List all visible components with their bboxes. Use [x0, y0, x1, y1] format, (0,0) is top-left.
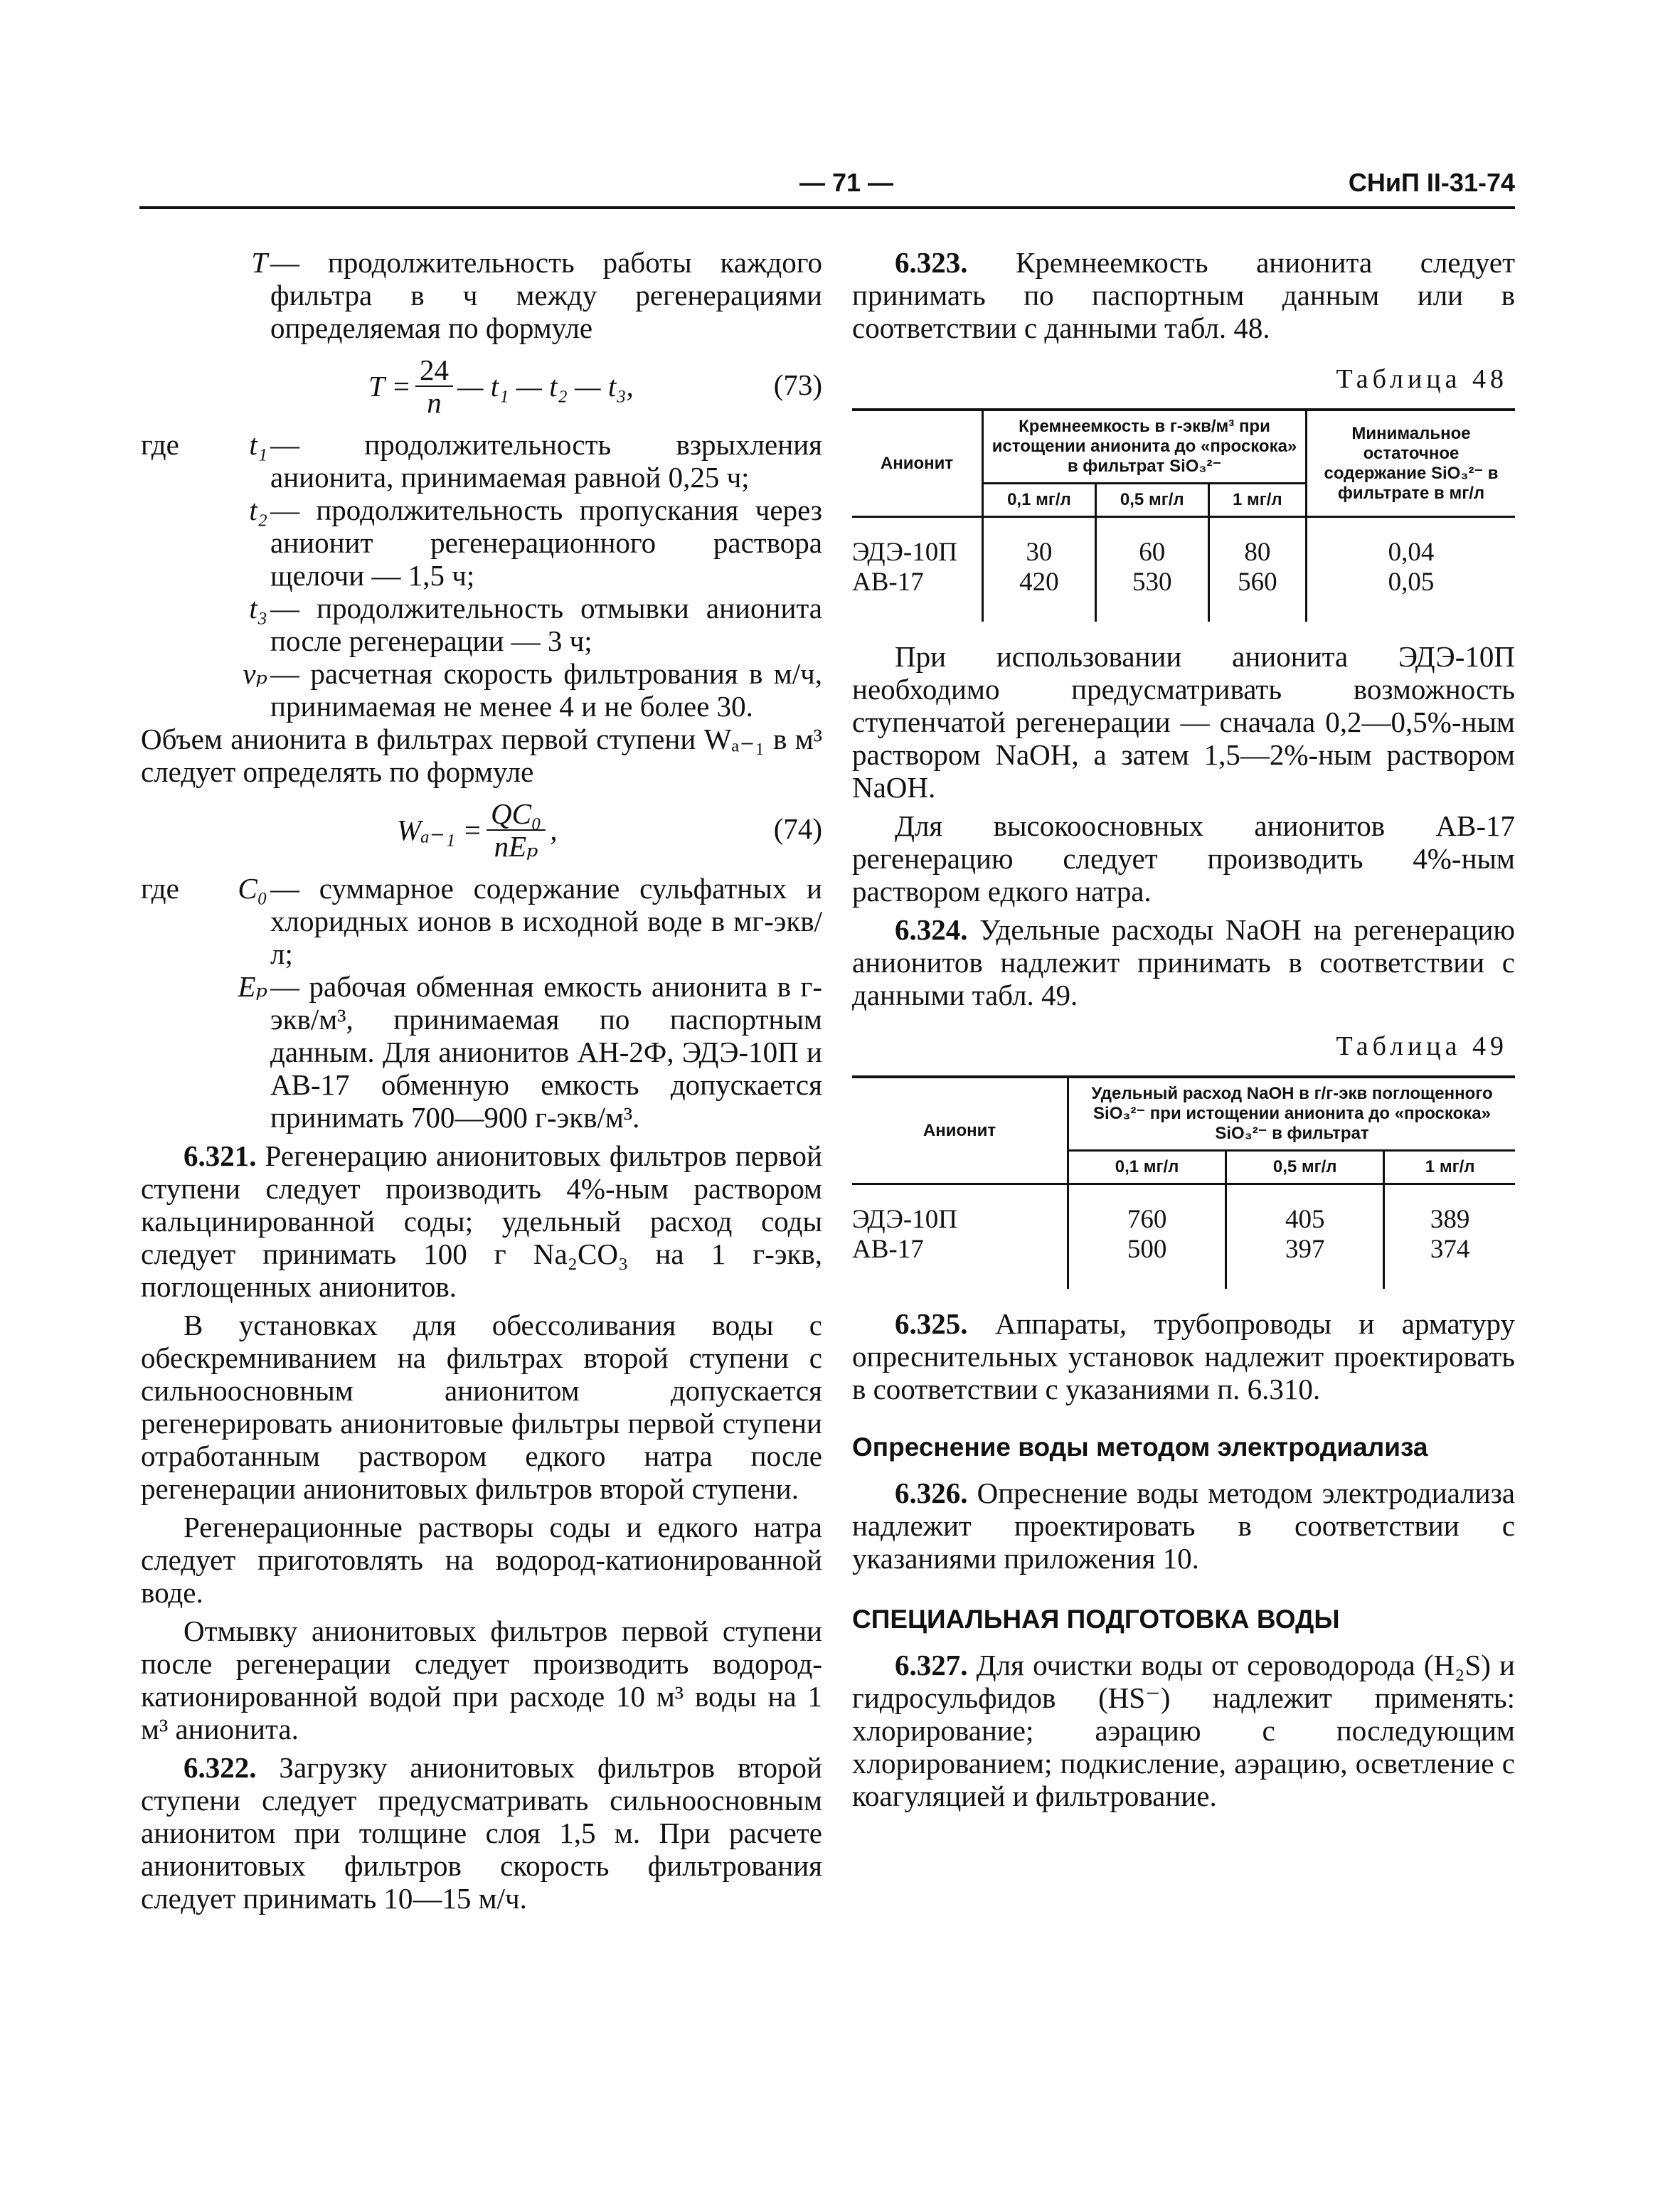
table-cell-name: ЭДЭ-10П: [852, 1184, 1068, 1235]
definition-item: [141, 592, 822, 657]
formula-rest: ,: [550, 814, 558, 846]
table-subheader: 1 мг/л: [1384, 1151, 1515, 1184]
table-row: [852, 1235, 1515, 1289]
table-cell-name: АВ-17: [852, 1235, 924, 1264]
definition-text: — продолжительность отмывки анионита после регенерации — 3 ч;: [270, 592, 822, 657]
clause-number: 6.326.: [895, 1477, 968, 1509]
definition-symbol: t₁: [249, 428, 267, 461]
definition-symbol: T: [251, 246, 267, 279]
definition-t: [141, 246, 822, 344]
document-code: СНиП II-31-74: [1348, 168, 1515, 197]
table-cell-name: ЭДЭ-10П: [852, 517, 983, 568]
table-subheader: 0,5 мг/л: [1226, 1151, 1384, 1184]
formula-73: [141, 347, 822, 425]
table-48: [852, 408, 1515, 622]
left-column: [141, 246, 822, 1915]
clause-text: Загрузку анионитовых фильтров второй ступени следует предусматривать сильноосновным анионитом при толщине слоя 1,5 м. При расчете анионитовых фильтров скорость фильтрования следует принимать 10—15 м/ч.: [141, 1751, 822, 1915]
clause-number: 6.323.: [895, 246, 968, 279]
table-header-anionit: Анионит: [852, 410, 983, 517]
clause-text: Удельные расходы NaOH на регенерацию анионитов надлежит принимать в соответствии с данными табл. 49.: [852, 913, 1516, 1011]
formula-fraction: [415, 354, 453, 418]
definition-item: [141, 494, 822, 592]
header-rule: [139, 206, 1515, 209]
definition-text: — продолжительность взрыхления анионита, принимаемая равной 0,25 ч;: [270, 428, 822, 494]
table-cell: 389: [1384, 1184, 1515, 1235]
table-cell: 405: [1226, 1184, 1384, 1235]
definition-item: [141, 970, 822, 1134]
paragraph-rinse: Отмывку анионитовых фильтров первой ступени после регенерации следует производить водород-катионированной водой при расходе 10 м³ воды на 1 м³ анионита.: [141, 1615, 822, 1745]
paragraph-6-324: [852, 913, 1515, 1011]
table-cell: 0,04: [1307, 517, 1516, 568]
table-cell: 397: [1226, 1235, 1384, 1289]
formula-number: (74): [773, 812, 822, 845]
paragraph-edz: При использовании анионита ЭДЭ-10П необходимо предусматривать возможность ступенчатой регенерации — сначала 0,2—0,5%-ным раствором NaOH, а затем 1,5—2%-ным раствором NaOH.: [852, 640, 1515, 804]
paragraph-6-321: [141, 1139, 822, 1303]
definition-text: — расчетная скорость фильтрования в м/ч, принимаемая не менее 4 и не более 30.: [270, 657, 822, 723]
definition-symbol: t₂: [249, 494, 267, 526]
clause-text: Аппараты, трубопроводы и арматуру опреснительных установок надлежит проектировать в соответствии с указаниями п. 6.310.: [852, 1307, 1516, 1405]
formula-number: (73): [773, 368, 822, 401]
clause-number: 6.322.: [184, 1751, 257, 1784]
clause-number: 6.327.: [895, 1649, 968, 1681]
table-49-caption: Таблица 49: [1336, 1031, 1508, 1061]
definition-lead: [141, 592, 199, 657]
definition-lead: [141, 494, 199, 592]
paragraph-volume: Объем анионита в фильтрах первой ступени Wₐ₋₁ в м³ следует определять по формуле: [141, 723, 822, 788]
definition-symbol: Eₚ: [238, 970, 267, 1003]
definition-text: — рабочая обменная емкость анионита в г-экв/м³, принимаемая по паспортным данным. Для анионитов АН-2Ф, ЭДЭ-10П и АВ-17 обменную емкость допускается принимать 700—900 г-экв/м³.: [270, 970, 822, 1134]
paragraph-6-327: [852, 1649, 1515, 1812]
table-header-usage: Удельный расход NaOH в г/г-экв поглощенного SiO₃²⁻ при истощении анионита до «проскока» SiO₃²⁻ в фильтрат: [1068, 1077, 1516, 1151]
fraction-numerator: QC₀: [487, 798, 546, 831]
paragraph-6-326: [852, 1477, 1515, 1575]
table-49: [852, 1075, 1515, 1289]
table-cell: 560: [1208, 568, 1306, 622]
clause-text: Опреснение воды методом электродиализа надлежит проектировать в соответствии с указаниями приложения 10.: [852, 1477, 1516, 1575]
definitions-list-2: [141, 872, 822, 1134]
clause-text: Для очистки воды от сероводорода (H₂S) и гидросульфидов (HS⁻) надлежит применять: хлорирование; аэрацию с последующим хлорированием; подкисление, аэрацию, осветление с коагуляцией и фильтрование.: [852, 1649, 1515, 1812]
formula-74: [141, 791, 822, 869]
table-subheader: 1 мг/л: [1208, 484, 1306, 517]
definition-symbol: C₀: [238, 872, 267, 905]
section-heading-special: СПЕЦИАЛЬНАЯ ПОДГОТОВКА ВОДЫ: [852, 1605, 1340, 1634]
table-cell-name: АВ-17: [852, 568, 924, 597]
definition-symbol: vₚ: [243, 657, 267, 690]
paragraph-av17: Для высокоосновных анионитов АВ-17 регенерацию следует производить 4%-ным раствором едкого натра.: [852, 809, 1515, 908]
table-row: [852, 517, 1515, 568]
table-header-min-residual: Минимальное остаточное содержание SiO₃²⁻ в фильтрате в мг/л: [1307, 410, 1516, 517]
clause-text: Кремнеемкость анионита следует принимать по паспортным данным или в соответствии с данными табл. 48.: [852, 246, 1515, 344]
clause-number: 6.325.: [895, 1307, 968, 1340]
fraction-denominator: nEₚ: [494, 830, 538, 863]
table-row: [852, 1184, 1515, 1235]
formula-fraction: [487, 798, 546, 862]
table-cell: 374: [1384, 1235, 1515, 1289]
formula-rest: — t₁ — t₂ — t₃,: [457, 370, 634, 403]
paragraph-solutions: Регенерационные растворы соды и едкого натра следует приготовлять на водород-катионированной воде.: [141, 1511, 822, 1609]
table-cell: 500: [1068, 1235, 1226, 1289]
clause-number: 6.321.: [184, 1139, 257, 1172]
formula-lhs: T =: [368, 370, 411, 403]
definition-text: — продолжительность пропускания через анионит регенерационного раствора щелочи — 1,5 ч;: [270, 494, 822, 592]
fraction-denominator: n: [427, 386, 442, 419]
table-subheader: 0,1 мг/л: [1068, 1151, 1226, 1184]
table-cell: 420: [983, 568, 1096, 622]
section-heading-electrodialysis: Опреснение воды методом электродиализа: [852, 1432, 1428, 1462]
definition-text: — продолжительность работы каждого фильтра в ч между регенерациями определяемая по формуле: [270, 246, 822, 344]
table-cell: 30: [983, 517, 1096, 568]
definition-lead: [141, 657, 199, 723]
paragraph-6-323: [852, 246, 1515, 344]
clause-number: 6.324.: [895, 913, 968, 946]
definition-lead: где: [141, 428, 179, 461]
table-header-anionit: Анионит: [852, 1077, 1068, 1184]
table-header-capacity: Кремнеемкость в г-экв/м³ при истощении анионита до «проскока» в фильтрат SiO₃²⁻: [983, 410, 1307, 484]
table-48-caption: Таблица 48: [1336, 364, 1508, 394]
table-cell: 0,05: [1307, 568, 1516, 622]
definition-lead: [141, 970, 199, 1134]
formula-lhs: Wₐ₋₁ =: [397, 814, 482, 846]
definition-item: [141, 657, 822, 723]
right-column: [852, 246, 1515, 1812]
definition-text: — суммарное содержание сульфатных и хлоридных ионов в исходной воде в мг-экв/л;: [270, 872, 822, 970]
definition-lead: где: [141, 872, 179, 905]
table-cell: 530: [1095, 568, 1208, 622]
table-row: [852, 568, 1515, 622]
fraction-numerator: 24: [415, 354, 453, 387]
table-cell: 80: [1208, 517, 1306, 568]
definition-item: [141, 428, 822, 494]
definition-symbol: t₃: [249, 592, 267, 624]
paragraph-6-325: [852, 1307, 1515, 1405]
paragraph-installations: В установках для обессоливания воды с обескремниванием на фильтрах второй ступени с сильноосновным анионитом допускается регенерировать анионитовые фильтры первой ступени отработанным раствором едкого натра после регенерации анионитовых фильтров второй ступени.: [141, 1309, 822, 1505]
table-subheader: 0,1 мг/л: [983, 484, 1096, 517]
table-cell: 60: [1095, 517, 1208, 568]
paragraph-6-322: [141, 1751, 822, 1915]
definition-item: [141, 872, 822, 970]
page-number: — 71 —: [799, 168, 894, 197]
definitions-list-1: [141, 428, 822, 723]
table-cell: 760: [1068, 1184, 1226, 1235]
clause-text: Регенерацию анионитовых фильтров первой ступени следует производить 4%-ным раствором кальцинированной соды; удельный расход соды следует принимать 100 г Na₂CO₃ на 1 г-экв, поглощенных анионитов.: [141, 1139, 822, 1303]
table-subheader: 0,5 мг/л: [1095, 484, 1208, 517]
